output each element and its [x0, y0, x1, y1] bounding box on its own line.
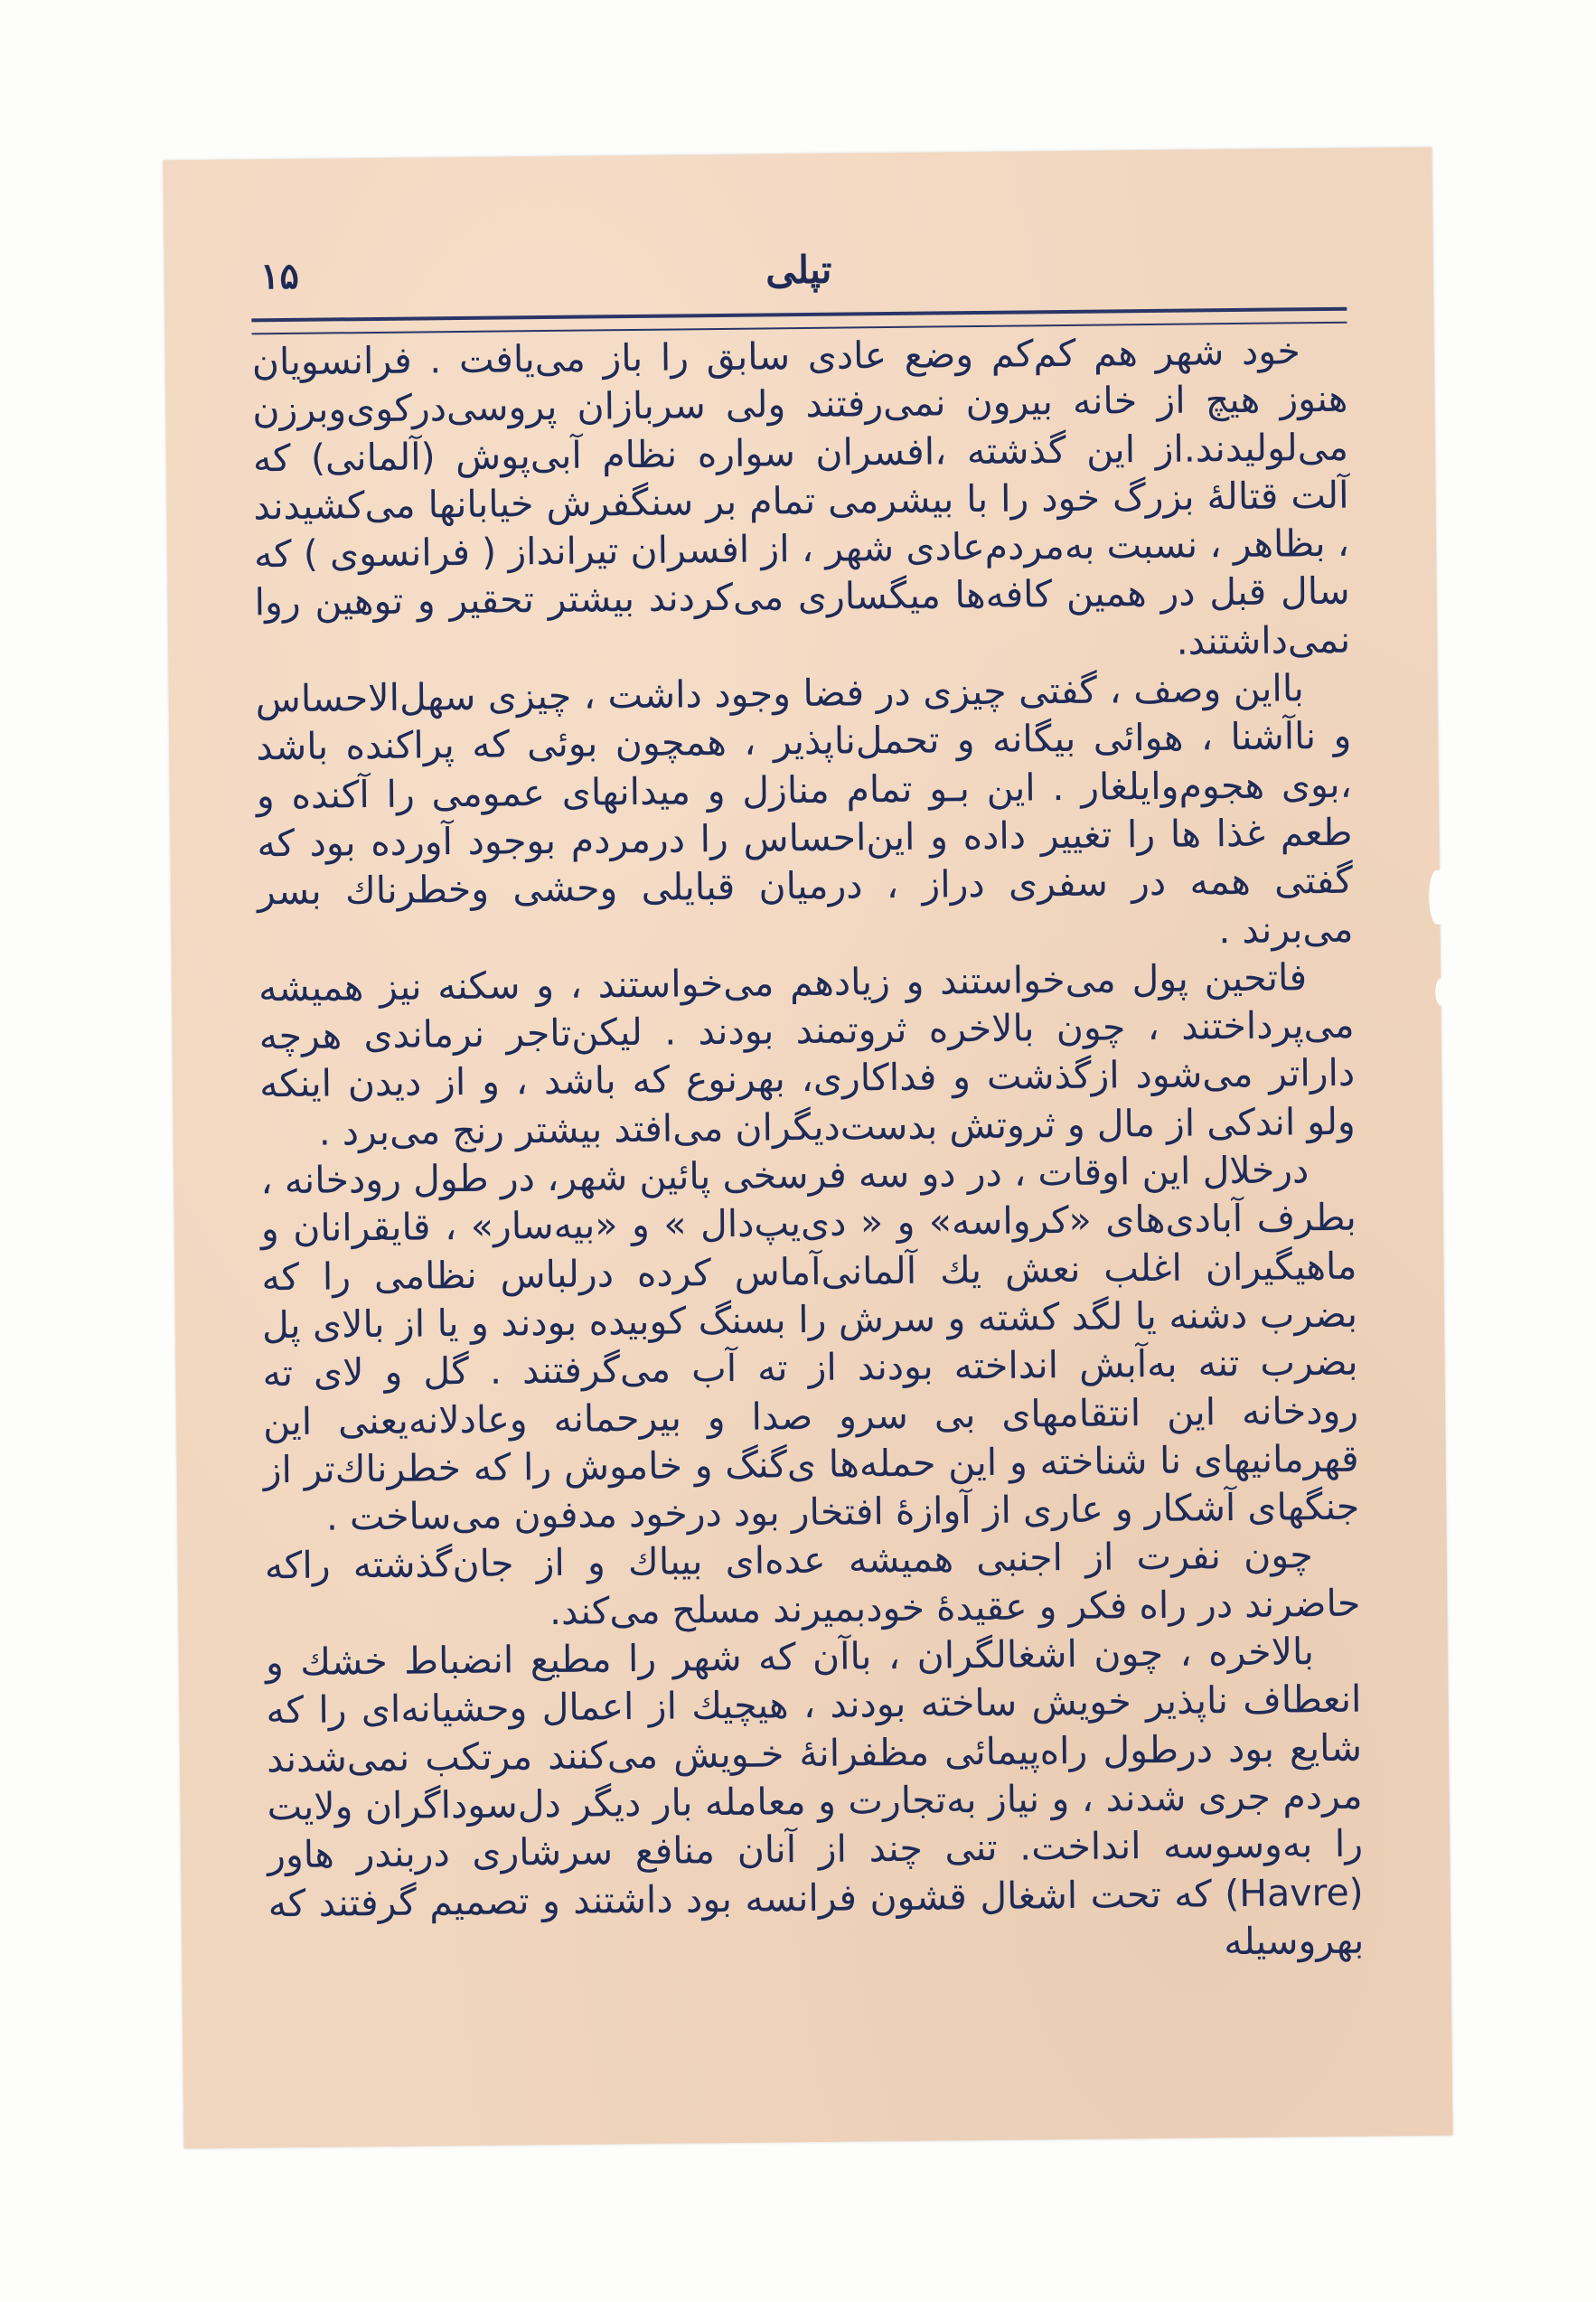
paragraph: بالاخره ، چون اشغالگران ، باآن که شهر را مطیع انضباط خشك و انعطاف ناپذیر خویش ساخته بودند ، هیچیك از اعمال وحشیانه‌ای را که شایع بود درطول راه‌پیمائی مظفرانهٔ خـویش می‌کنند مرتکب نمی‌شدند مردم جری شدند ، و نیاز به‌تجارت و معامله بار دیگر دل‌سوداگران ولایت را به‌وسوسه انداخت. تنی چند از آنان منافع سرشاری دربندر هاور (Havre) که تحت اشغال قشون فرانسه بود داشتند و تصمیم گرفتند که بهروسیله: [265, 1630, 1365, 1964]
body-text: [252, 327, 1365, 1977]
running-title: تپلی: [765, 247, 832, 293]
paper-tear-small: [1435, 979, 1446, 1006]
page-header: [251, 239, 1347, 314]
paragraph: بااین وصف ، گفتی چیزی در فضا وجود داشت ، چیزی سهل‌الاحساس و ناآشنا ، هوائی بیگانه و تحمل‌ناپذیر ، همچون بوئی که پراکنده باشد ،بوی هجوم‌وایلغار . این بـو تمام منازل و میدانهای عمومی را آکنده و طعم غذا ها را تغییر داده و این‌احساس را درمردم بوجود آورده بود که گفتی همه در سفری دراز ، درمیان قبایلی وحشی وخطرناك بسر می‌برند .: [255, 666, 1354, 952]
paragraph: چون نفرت از اجنبی همیشه عده‌ای بیباك و از جان‌گذشته راکه حاضرند در راه فکر و عقیدهٔ خودبمیرند مسلح می‌کند.: [264, 1533, 1361, 1633]
paper-sheet: [164, 147, 1453, 2149]
paragraph: درخلال این اوقات ، در دو سه فرسخی پائین شهر، در طول رودخانه ، بطرف آبادی‌های «کرواسه» و « دی‌یپ‌دال » و «بیه‌سار» ، قایقرانان و ماهیگیران اغلب نعش یك آلمانی‌آماس کرده درلباس نظامی را که بضرب دشنه یا لگد کشته و سرش را بسنگ کوبیده بودند و یا از بالای پل بضرب تنه به‌آبش انداخته بودند از ته آب می‌گرفتند . گل و لای ته رودخانه این انتقامهای بی سرو صدا و بیرحمانه وعادلانه‌یعنی این قهرمانیهای نا شناخته و این حمله‌ها ی‌گنگ و خاموش را که خطرناك‌تر از جنگهای آشکار و عاری از آوازهٔ افتخار بود درخود مدفون می‌ساخت .: [260, 1148, 1360, 1539]
paragraph: خود شهر هم کم‌کم وضع عادی سابق را باز می‌یافت . فرانسویان هنوز هیچ از خانه بیرون نمی‌رفتند ولی سربازان پروسی‌درکوی‌وبرزن می‌لولیدند.از این گذشته ،افسران سواره نظام آبی‌پوش (آلمانی) که آلت قتالهٔ بزرگ خود را با بیشرمی تمام بر سنگفرش خیابانها می‌کشیدند ، بظاهر ، نسبت به‌مردم‌عادی شهر ، از افسران تیرانداز ( فرانسوی ) که سال قبل در همین کافه‌ها میگساری می‌کردند بیشتر تحقیر و توهین روا نمی‌داشتند.: [251, 329, 1351, 663]
paper-tear: [1429, 870, 1446, 925]
page-number: ۱۵: [259, 254, 300, 298]
paragraph: فاتحین پول می‌خواستند و زیادهم می‌خواستند ، و سکنه نیز همیشه می‌پرداختند ، چون بالاخره ثروتمند بودند . لیکن‌تاجر نرماندی هرچه داراتر می‌شود ازگذشت و فداکاری، بهرنوع که باشد ، و از دیدن اینکه ولو اندکی از مال و ثروتش بدست‌دیگران می‌افتد بیشتر رنج می‌برد .: [258, 955, 1356, 1154]
